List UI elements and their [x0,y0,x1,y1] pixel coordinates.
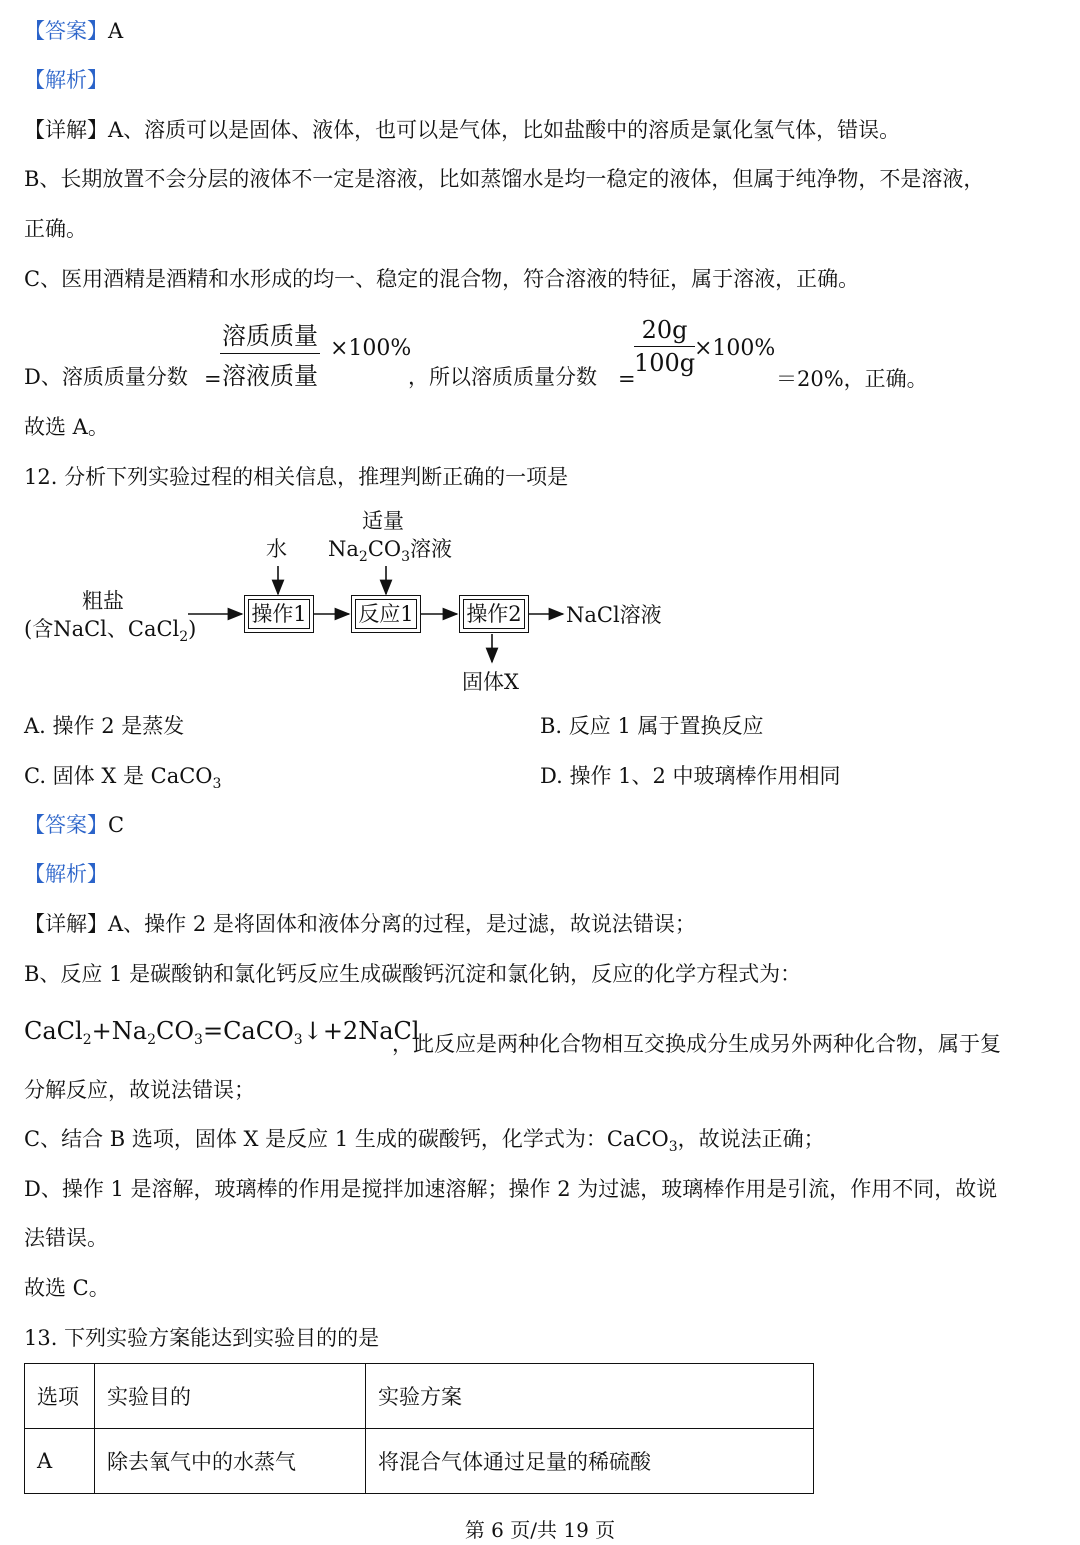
detail-c-subscript: 3 [668,1139,678,1155]
op1-label: 操作1 [248,599,310,629]
answer-tag: 【答案】 [24,19,108,43]
times-100-2: ×100% [694,336,776,361]
q13-question: 13. 下列实验方案能达到实验目的的是 [24,1326,380,1350]
table-header-cell: 实验目的 [95,1364,366,1429]
salt-close-paren: ) [188,617,197,641]
equals-sign-2: = [618,367,636,391]
reagent-part: Na [328,537,359,561]
eq-subscript: 2 [147,1032,156,1048]
fraction-numerator: 溶质质量 [222,322,318,350]
eq-part: ↓+2NaCl [302,1017,420,1045]
table-header-row [25,1364,814,1429]
q12-answer-line [24,810,124,840]
q11-detail-c: C、医用酒精是酒精和水形成的均一、稳定的混合物，符合溶液的特征，属于溶液，正确。 [24,267,860,291]
salt-contents-text: (含NaCl、CaCl [24,617,180,641]
flow-arrows [0,0,1080,720]
option-c [24,761,221,791]
table-header-cell: 选项 [25,1364,95,1429]
chemical-equation [24,1016,420,1046]
q11-analysis-tag: 【解析】 [24,68,108,92]
answer-value: C [108,813,125,837]
q12-detail-b3: 分解反应，故说法错误； [24,1078,255,1102]
fraction-numerator: 20g [641,316,688,344]
table-cell: 将混合气体通过足量的稀硫酸 [366,1429,814,1494]
op2-box [459,595,529,633]
q11-detail-b2: 正确。 [24,217,87,241]
react1-box [351,595,421,633]
detail-a-text: A、操作 2 是将固体和液体分离的过程，是过滤，故说法错误； [108,912,696,936]
q12-detail-d1: D、操作 1 是溶解，玻璃棒的作用是搅拌加速溶解；操作 2 为过滤，玻璃棒作用是引流，作用不同，故说 [24,1177,998,1201]
table-cell: A [25,1429,95,1494]
q13-table [24,1363,814,1494]
equals-sign-1: = [204,367,222,391]
q12-analysis-tag: 【解析】 [24,862,108,886]
eq-part: =CaCO [202,1017,294,1045]
q11-detail-b1: B、长期放置不会分层的液体不一定是溶液，比如蒸馏水是均一稳定的液体，但属于纯净物，不是溶液， [24,167,985,191]
product-label: NaCl溶液 [566,603,662,627]
answer-value: A [108,19,124,43]
eq-subscript: 3 [194,1032,203,1048]
page-footer: 第 6 页/共 19 页 [464,1518,616,1542]
reagent-subscript: 3 [401,549,411,565]
q12-question: 12. 分析下列实验过程的相关信息，推理判断正确的一项是 [24,465,569,489]
option-b: B. 反应 1 属于置换反应 [540,714,764,738]
q12-conclusion: 故选 C。 [24,1276,110,1300]
option-a: A. 操作 2 是蒸发 [24,714,185,738]
q12-detail-b1: B、反应 1 是碳酸钠和氯化钙反应生成碳酸钙沉淀和氯化钠，反应的化学方程式为： [24,962,802,986]
detail-tag: 【详解】 [24,118,108,142]
water-label: 水 [266,537,287,561]
q11-detail-d-mid: ，所以溶质质量分数 [408,365,597,389]
q11-conclusion: 故选 A。 [24,415,109,439]
table-row [25,1429,814,1494]
op1-box [244,595,314,633]
fraction-denominator: 100g [634,349,696,377]
q12-detail-a [24,909,696,939]
fraction-denominator: 溶液质量 [222,362,318,390]
q12-detail-b2: ，此反应是两种化合物相互交换成分生成另外两种化合物，属于复 [392,1032,1001,1056]
option-c-text: C. 固体 X 是 CaCO [24,764,213,788]
reagent-subscript: 2 [358,549,368,565]
reagent-part: 溶液 [410,537,453,561]
crude-salt-label: 粗盐 [82,589,124,613]
eq-subscript: 3 [293,1032,303,1048]
react1-label: 反应1 [355,599,417,629]
eq-part: CO [155,1017,195,1045]
detail-c-text: C、结合 B 选项，固体 X 是反应 1 生成的碳酸钙，化学式为：CaCO [24,1127,669,1151]
option-d: D. 操作 1、2 中玻璃棒作用相同 [540,764,841,788]
eq-part: CaCl [24,1017,83,1045]
detail-a-text: A、溶质可以是固体、液体，也可以是气体，比如盐酸中的溶质是氯化氢气体，错误。 [108,118,901,142]
answer-tag: 【答案】 [24,813,108,837]
detail-c-text-end: ，故说法正确； [677,1127,825,1151]
table-header-cell: 实验方案 [366,1364,814,1429]
times-100-1: ×100% [330,336,412,361]
detail-tag: 【详解】 [24,912,108,936]
q12-detail-c [24,1124,825,1154]
q11-detail-d-prefix: D、溶质质量分数 [24,365,188,389]
reagent-amount-label: 适量 [362,509,404,533]
eq-subscript: 2 [82,1032,92,1048]
q11-detail-d-end: ＝20%，正确。 [776,367,928,391]
q12-detail-d2: 法错误。 [24,1226,108,1250]
table-cell: 除去氧气中的水蒸气 [95,1429,366,1494]
solid-x-label: 固体X [462,670,519,694]
salt-subscript: 2 [179,629,189,645]
op2-label: 操作2 [463,599,525,629]
option-c-subscript: 3 [212,776,222,792]
eq-part: +Na [91,1017,148,1045]
reagent-part: CO [367,537,402,561]
